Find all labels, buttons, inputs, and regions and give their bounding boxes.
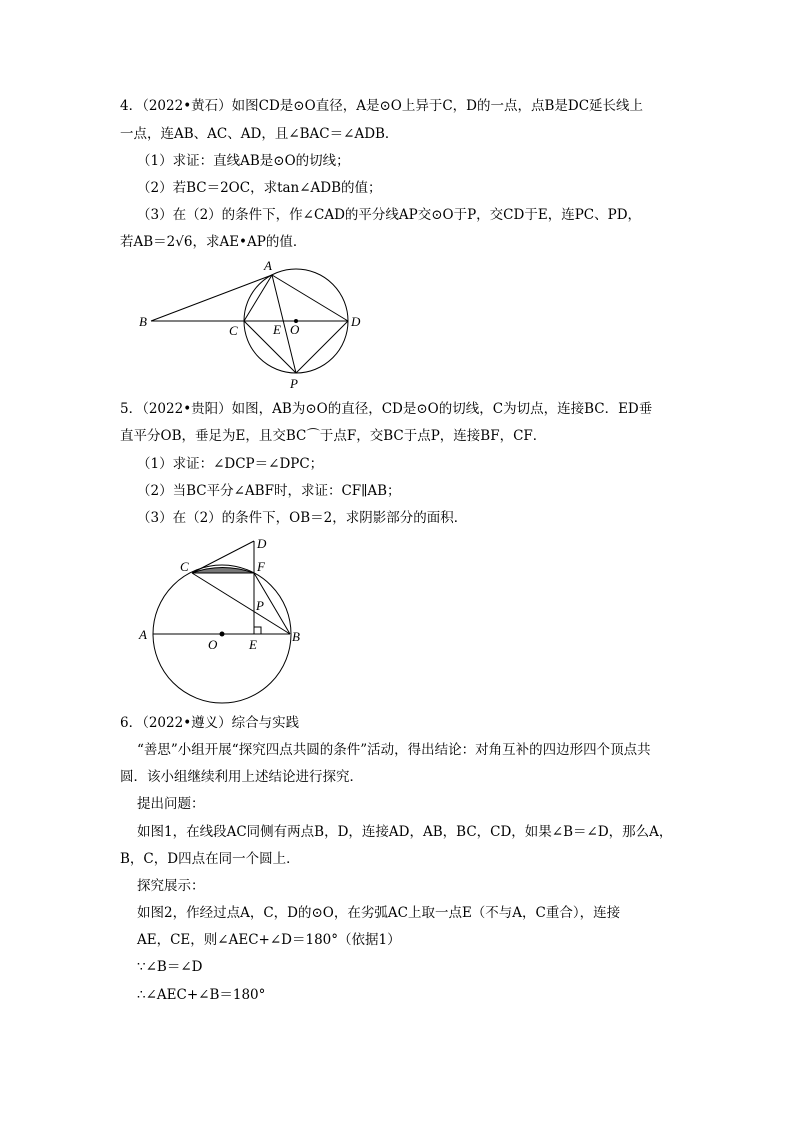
p6-line-8: 如图2，作经过点A，C，D的⊙O，在劣弧AC上取一点E（不与A，C重合），连接	[137, 905, 621, 921]
p5-label-b: B	[292, 629, 300, 644]
p4-question-3: （3）在（2）的条件下，作∠CAD的平分线AP交⊙O于P，交CD于E，连PC、PD，	[137, 207, 642, 223]
p5-question-3: （3）在（2）的条件下，OB＝2，求阴影部分的面积．	[137, 510, 468, 526]
p5-center-dot	[220, 632, 225, 637]
p5-label-e: E	[249, 637, 257, 652]
p6-line-11: ∴∠AEC+∠B＝180°	[137, 987, 266, 1003]
p4-label-a: A	[264, 258, 272, 273]
p5-label-f: F	[257, 559, 265, 574]
p4-label-d: D	[351, 314, 361, 329]
p5-line-2: 直平分OB，垂足为E，且交BC⌒于点F，交BC于点P，连接BF，CF．	[120, 428, 547, 444]
p5-question-1: （1）求证：∠DCP＝∠DPC；	[137, 456, 324, 472]
p4-question-2: （2）若BC＝2OC，求tan∠ADB的值；	[137, 180, 382, 196]
p5-label-a: A	[139, 627, 147, 642]
p4-label-b: B	[139, 314, 147, 329]
p6-line-2: “善思”小组开展“探究四点共圆的条件”活动，得出结论：对角互补的四边形四个顶点共	[137, 742, 651, 758]
p4-label-p: P	[290, 376, 298, 391]
p4-label-c: C	[229, 323, 238, 338]
p4-question-3-cont: 若AB＝2√6，求AE•AP的值．	[120, 234, 307, 250]
p5-label-c: C	[180, 559, 189, 574]
p4-label-e: E	[273, 322, 281, 337]
p6-line-3: 圆．该小组继续利用上述结论进行探究．	[120, 769, 363, 785]
p5-line-1: 5．（2022•贵阳）如图，AB为⊙O的直径，CD是⊙O的切线，C为切点，连接BC．ED垂	[120, 401, 653, 417]
p5-question-2: （2）当BC平分∠ABF时，求证：CF∥AB；	[137, 483, 401, 499]
p5-right-angle-mark	[254, 627, 261, 634]
p5-label-o: O	[208, 637, 218, 652]
p5-label-d: D	[257, 536, 267, 551]
p6-line-4: 提出问题：	[137, 796, 205, 812]
p6-line-1: 6．（2022•遵义）综合与实践	[120, 715, 300, 731]
p6-line-9: AE，CE，则∠AEC+∠D＝180°（依据1）	[137, 932, 401, 948]
p6-line-10: ∵∠B＝∠D	[137, 959, 203, 975]
p4-line-2: 一点，连AB、AC、AD，且∠BAC＝∠ADB．	[120, 126, 399, 142]
p4-label-o: O	[290, 322, 300, 337]
p6-line-5: 如图1，在线段AC同侧有两点B，D，连接AD，AB，BC，CD，如果∠B＝∠D，那么A，	[137, 824, 673, 840]
p5-label-p: P	[256, 598, 264, 613]
p6-line-6: B，C，D四点在同一个圆上．	[120, 851, 300, 867]
p4-question-1: （1）求证：直线AB是⊙O的切线；	[137, 153, 350, 169]
p5-chord-bc	[192, 573, 290, 634]
p4-line-1: 4．（2022•黄石）如图CD是⊙O直径，A是⊙O上异于C，D的一点，点B是DC延长线上	[120, 98, 644, 114]
p6-line-7: 探究展示：	[137, 878, 205, 894]
